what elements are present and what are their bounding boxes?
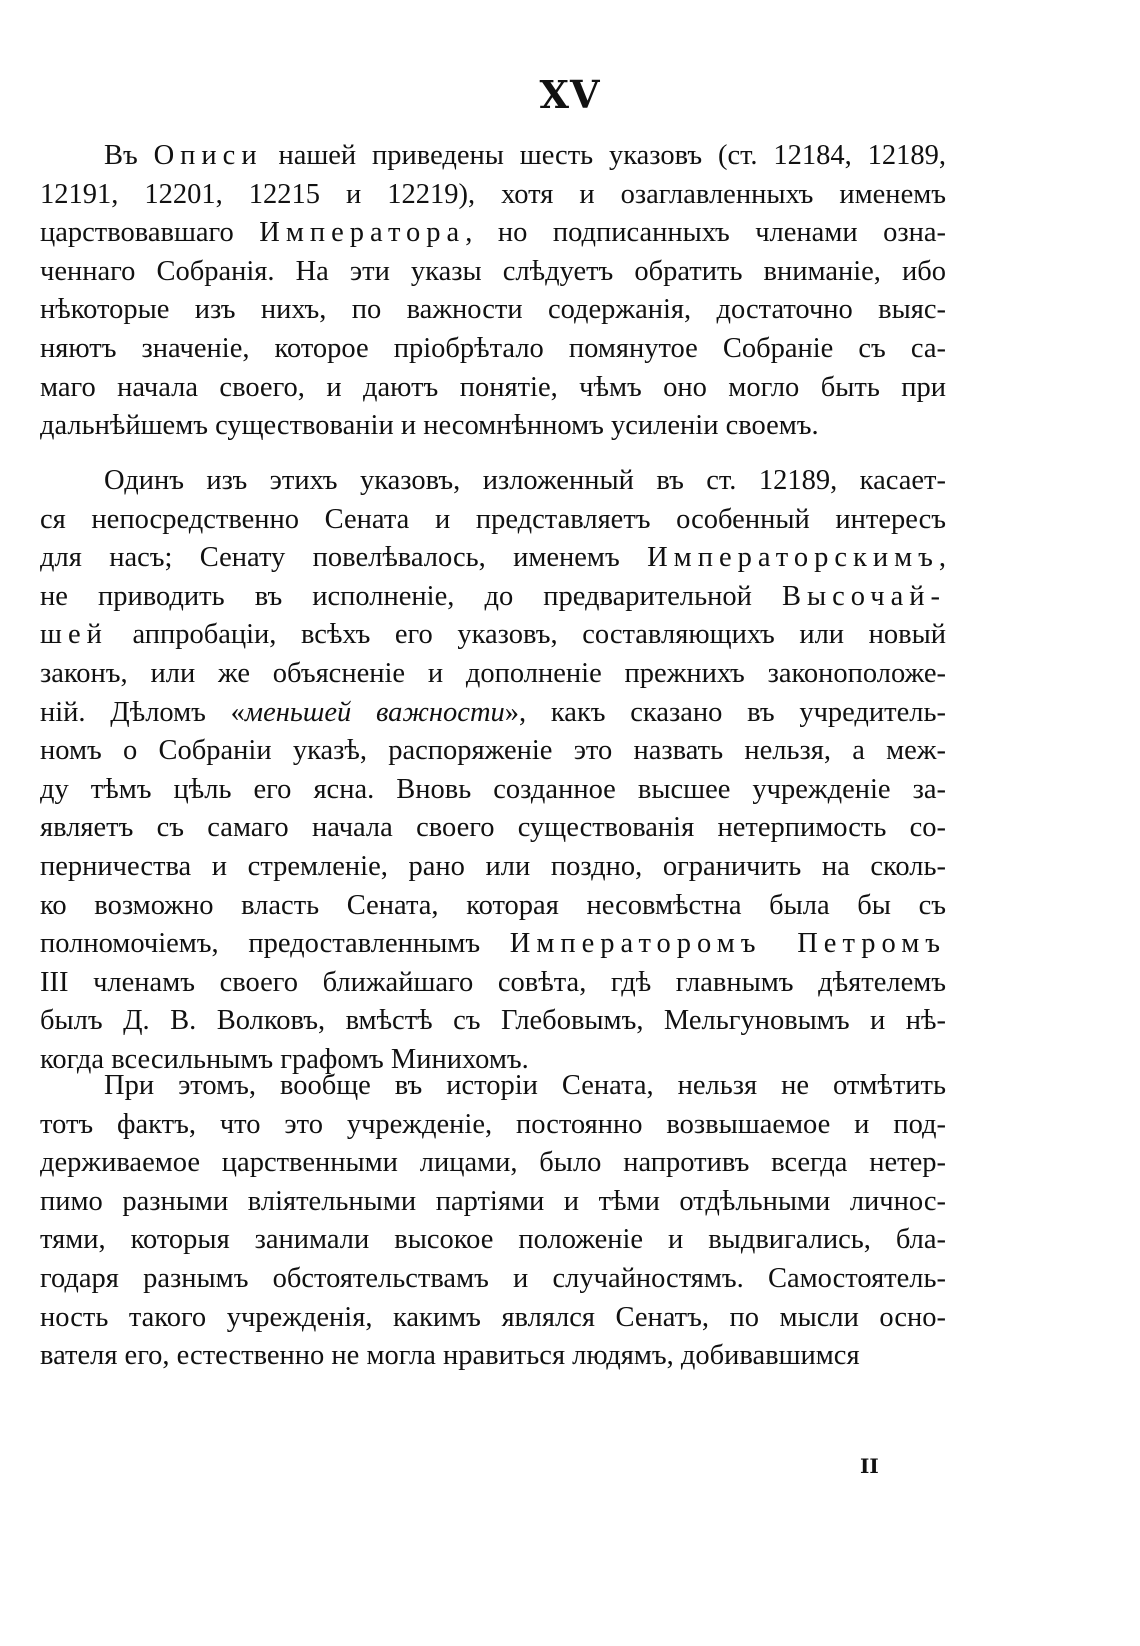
signature-mark: II bbox=[860, 1454, 879, 1478]
text-segment: держиваемое царственными лицами, было напротивъ всегда нетер- bbox=[40, 1147, 946, 1179]
text-segment: годаря разнымъ обстоятельствамъ и случайностямъ. Самостоятель- bbox=[40, 1262, 946, 1294]
text-line bbox=[40, 1106, 946, 1145]
text-line bbox=[40, 887, 946, 926]
text-segment: меньшей важности bbox=[244, 696, 505, 728]
text-segment: законъ, или же объясненіе и дополненіе прежнихъ законоположе- bbox=[40, 657, 946, 689]
paragraph-3 bbox=[40, 1067, 946, 1376]
text-segment: нашей приведены шесть указовъ (ст. 12184, 12189, bbox=[262, 140, 946, 171]
text-line bbox=[40, 1260, 946, 1299]
text-line bbox=[40, 925, 946, 964]
text-segment: пимо разными вліятельными партіями и тѣми отдѣльными личнос- bbox=[40, 1185, 946, 1217]
text-line bbox=[40, 1144, 946, 1183]
text-segment: дальнѣйшемъ существованіи и несомнѣнномъ усиленіи своемъ. bbox=[40, 410, 819, 442]
text-segment: Описи bbox=[153, 140, 263, 171]
text-segment: ду тѣмъ цѣль его ясна. Вновь созданное высшее учрежденіе за- bbox=[40, 773, 946, 805]
text-segment: 12191, 12201, 12215 и 12219), хотя и озаглавленныхъ именемъ bbox=[40, 178, 946, 210]
text-segment: когда всесильнымъ графомъ Минихомъ. bbox=[40, 1043, 529, 1075]
text-segment: При этомъ, вообще въ исторіи Сената, нельзя не отмѣтить bbox=[104, 1070, 946, 1101]
text-segment: Одинъ изъ этихъ указовъ, изложенный въ ст. 12189, касает- bbox=[104, 465, 946, 496]
paragraph-2 bbox=[40, 462, 946, 1080]
text-line bbox=[40, 291, 946, 330]
text-line bbox=[40, 330, 946, 369]
text-line bbox=[40, 369, 946, 408]
text-line bbox=[40, 501, 946, 540]
text-segment: III членамъ своего ближайшаго совѣта, гдѣ главнымъ дѣятелемъ bbox=[40, 966, 946, 998]
text-segment: няютъ значеніе, которое пріобрѣтало помянутое Собраніе съ са- bbox=[40, 332, 946, 364]
text-segment: Императорскимъ bbox=[647, 542, 939, 574]
text-segment: », какъ сказано въ учредитель- bbox=[504, 696, 946, 728]
text-segment: , но подписанныхъ членами озна- bbox=[465, 217, 946, 249]
text-segment: не приводить въ исполненіе, до предварительной bbox=[40, 580, 782, 612]
text-line bbox=[40, 848, 946, 887]
text-segment: тями, которыя занимали высокое положеніе и выдвигались, бла- bbox=[40, 1224, 946, 1256]
text-segment: полномочіемъ, предоставленнымъ bbox=[40, 928, 510, 960]
text-segment: Въ bbox=[104, 140, 154, 171]
text-segment: номъ о Собраніи указѣ, распоряженіе это назвать нельзя, а меж- bbox=[40, 735, 946, 767]
text-line bbox=[40, 253, 946, 292]
text-line bbox=[40, 1299, 946, 1338]
text-line bbox=[40, 1221, 946, 1260]
text-segment: Императоромъ Петромъ bbox=[509, 928, 946, 960]
text-segment: ченнаго Собранія. На эти указы слѣдуетъ обратить вниманіе, ибо bbox=[40, 255, 946, 287]
text-segment: ность такого учрежденія, какимъ являлся Сенатъ, по мысли осно- bbox=[40, 1301, 946, 1333]
text-line bbox=[40, 1337, 946, 1376]
text-segment: ко возможно власть Сената, которая несовмѣстна была бы съ bbox=[40, 889, 946, 921]
text-line bbox=[40, 809, 946, 848]
text-line bbox=[40, 137, 946, 176]
text-segment: Императора bbox=[259, 217, 466, 249]
text-line bbox=[40, 694, 946, 733]
text-segment: Высочай- bbox=[781, 580, 946, 612]
text-line bbox=[40, 407, 946, 446]
text-segment: являетъ съ самаго начала своего существованія нетерпимость со- bbox=[40, 812, 946, 844]
text-segment: царствовавшаго bbox=[40, 217, 260, 249]
text-line bbox=[40, 655, 946, 694]
text-line bbox=[40, 1067, 946, 1106]
text-segment: , bbox=[938, 542, 946, 574]
text-segment: шей bbox=[40, 619, 108, 651]
text-line bbox=[40, 214, 946, 253]
text-segment: маго начала своего, и даютъ понятіе, чѣмъ оно могло быть при bbox=[40, 371, 946, 403]
text-segment: ній. Дѣломъ « bbox=[40, 696, 245, 728]
text-segment: для насъ; Сенату повелѣвалось, именемъ bbox=[40, 542, 648, 574]
text-line bbox=[40, 1002, 946, 1041]
text-line bbox=[40, 578, 946, 617]
text-line bbox=[40, 176, 946, 215]
text-line bbox=[40, 964, 946, 1003]
paragraph-1 bbox=[40, 137, 946, 446]
text-line bbox=[40, 771, 946, 810]
text-line bbox=[40, 616, 946, 655]
text-segment: былъ Д. В. Волковъ, вмѣстѣ съ Глебовымъ, Мельгуновымъ и нѣ- bbox=[40, 1005, 946, 1037]
text-line bbox=[40, 1183, 946, 1222]
text-line bbox=[40, 732, 946, 771]
text-segment: нѣкоторые изъ нихъ, по важности содержанія, достаточно выяс- bbox=[40, 294, 946, 326]
page-number: XV bbox=[539, 72, 601, 117]
text-segment: вателя его, естественно не могла нравиться людямъ, добивавшимся bbox=[40, 1340, 860, 1372]
text-segment: перничества и стремленіе, рано или поздно, ограничить на сколь- bbox=[40, 850, 946, 882]
text-line bbox=[40, 539, 946, 578]
text-segment: ся непосредственно Сената и представляетъ особенный интересъ bbox=[40, 503, 946, 535]
text-segment: тотъ фактъ, что это учрежденіе, постоянно возвышаемое и под- bbox=[40, 1108, 946, 1140]
text-segment: аппробаціи, всѣхъ его указовъ, составляющихъ или новый bbox=[107, 619, 946, 651]
text-line bbox=[40, 462, 946, 501]
